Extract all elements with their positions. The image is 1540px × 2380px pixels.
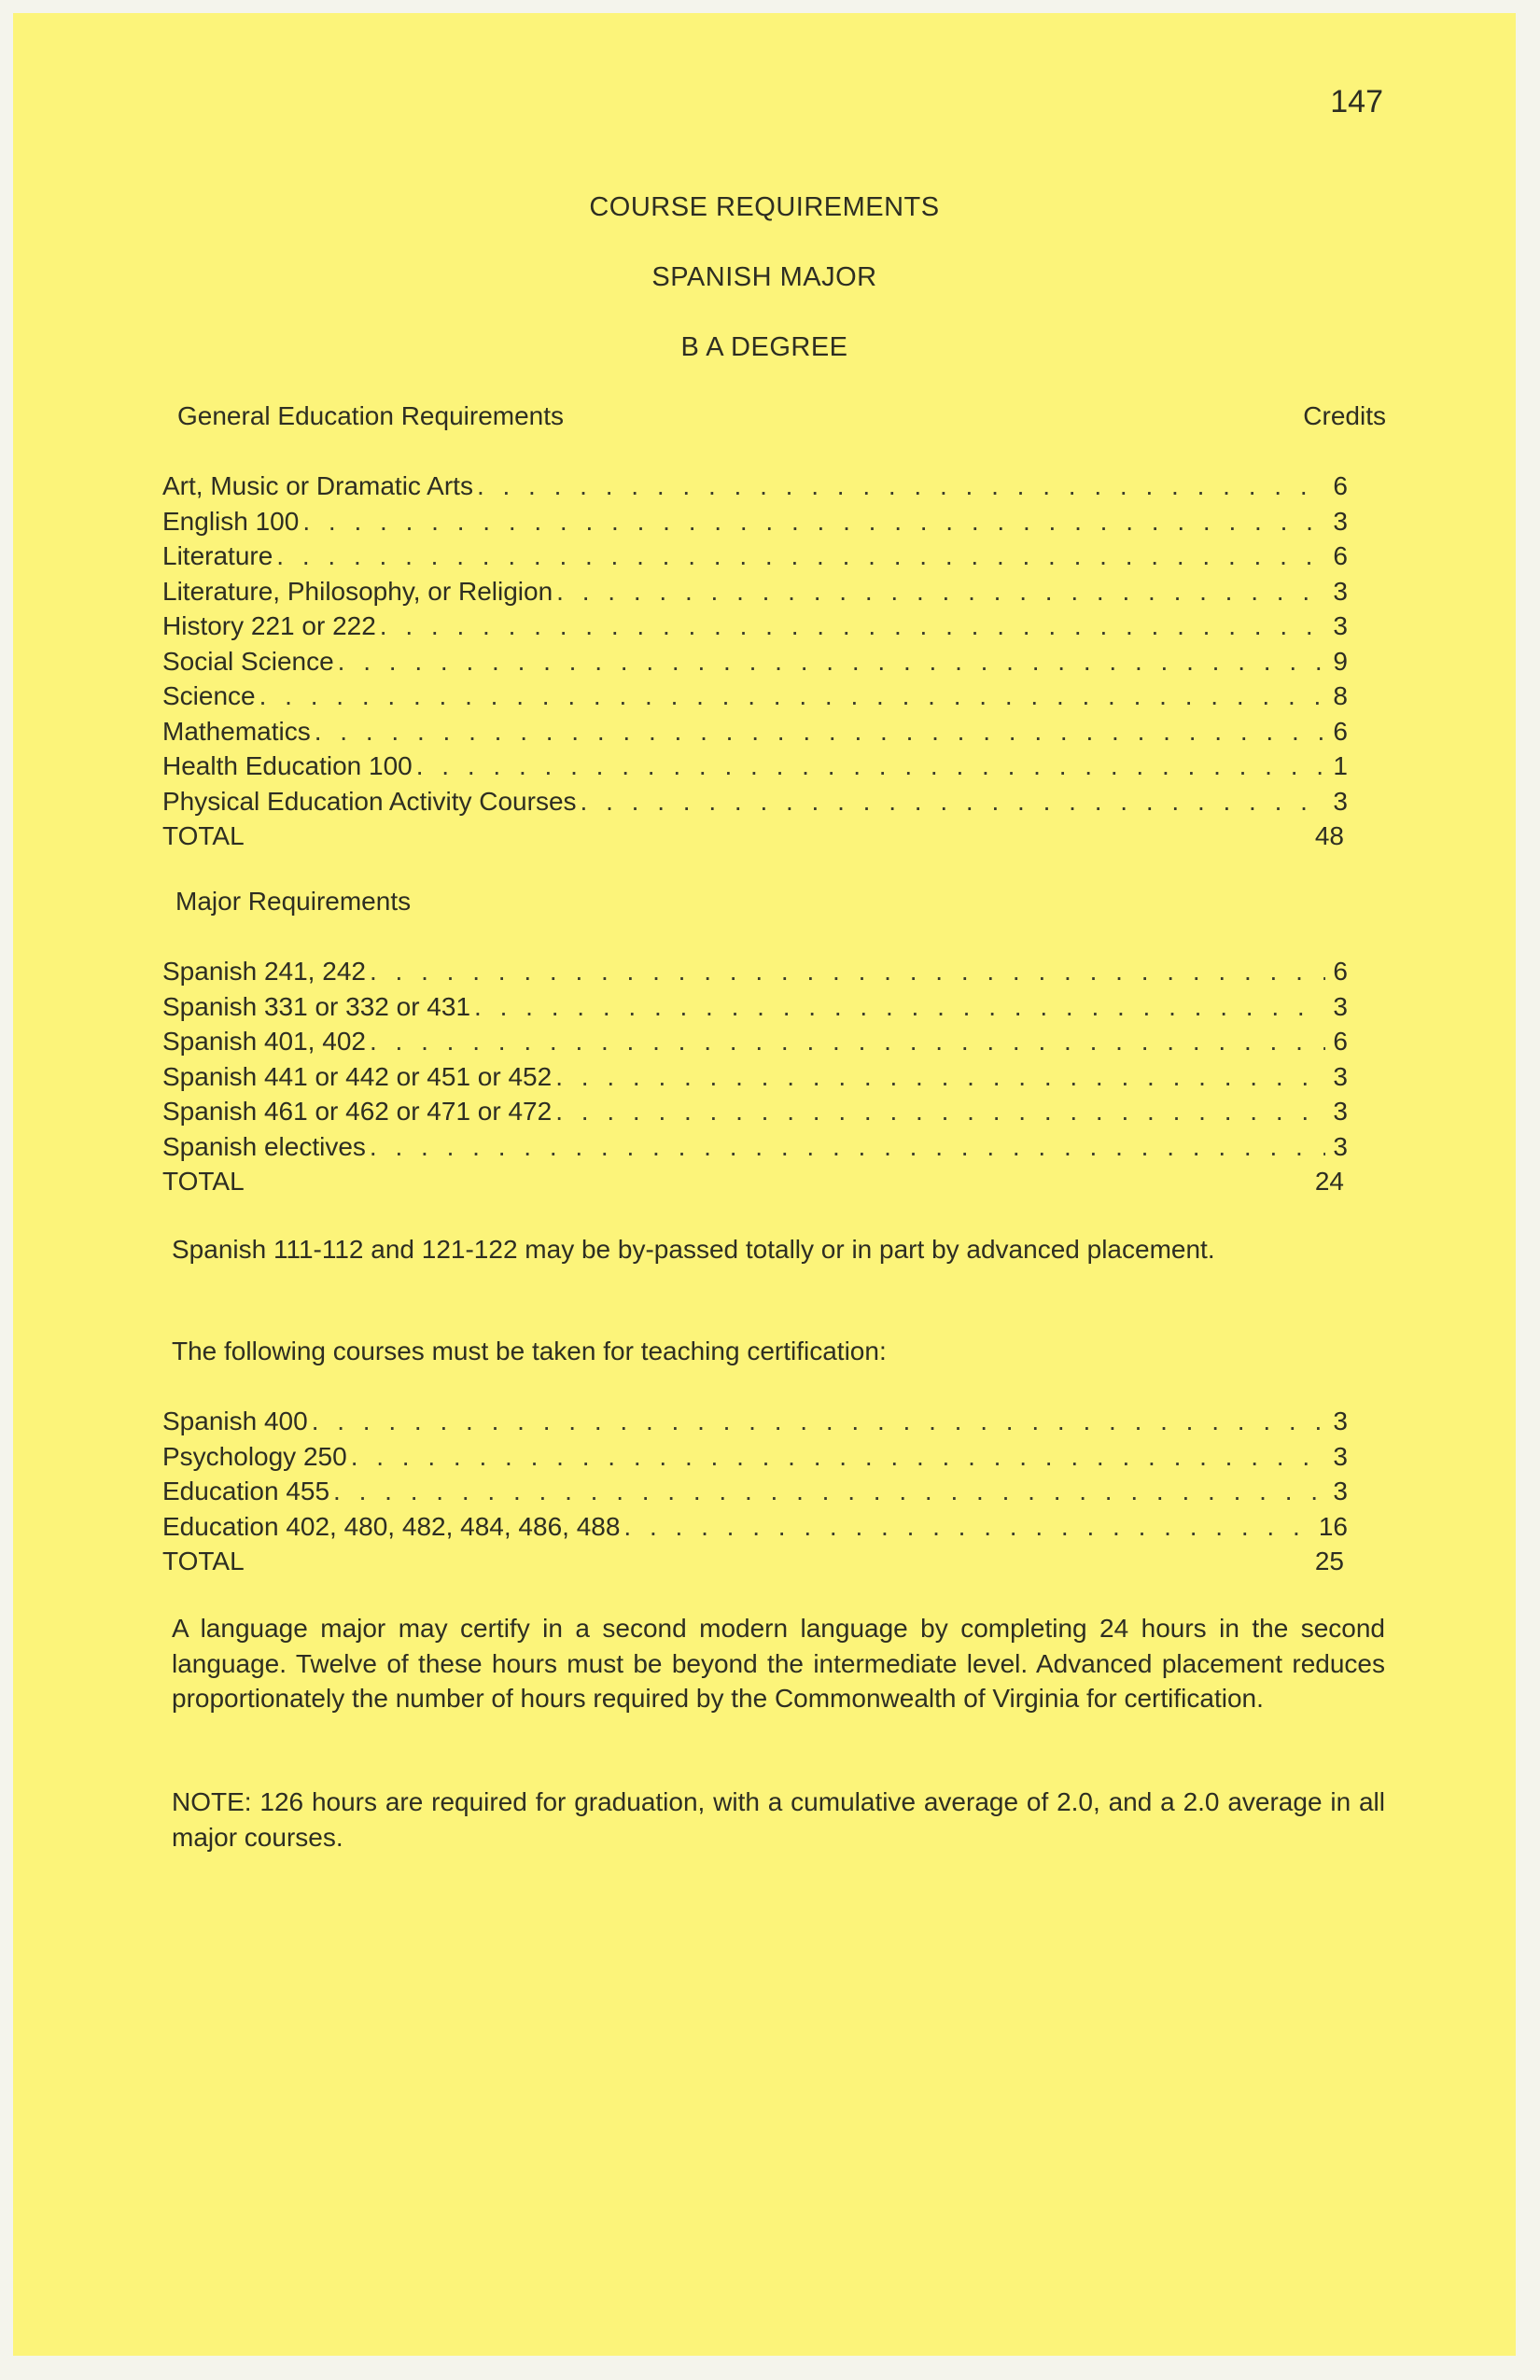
list-item: Art, Music or Dramatic Arts . . . 6 xyxy=(162,469,1348,504)
major-heading: Major Requirements xyxy=(175,887,412,916)
title-degree: B A DEGREE xyxy=(680,332,848,362)
list-item: Science . . . 8 xyxy=(162,679,1348,714)
title-spanish-major: SPANISH MAJOR xyxy=(651,262,877,292)
list-item: Spanish electives . . . 3 xyxy=(162,1129,1348,1165)
list-item: Mathematics . . . 6 xyxy=(162,714,1348,749)
list-item: Spanish 331 or 332 or 431 . . . 3 xyxy=(162,989,1348,1025)
second-language-paragraph: A language major may certify in a second modern language by completing 24 hours in the second language. Twelve of these hours must be beyond the intermediate level. Advanced placement reduces proportionately the number of hours required by the Commonwealth of Virginia for certification. xyxy=(172,1614,1385,1713)
list-item: Spanish 400 . . . 3 xyxy=(162,1404,1348,1439)
document-page xyxy=(13,13,1516,2356)
general-header xyxy=(162,401,1386,439)
list-item: Physical Education Activity Courses . . . 3 xyxy=(162,784,1348,819)
list-item: English 100 . . . 3 xyxy=(162,504,1348,539)
general-requirements-list xyxy=(162,469,1348,854)
list-item: Spanish 461 or 462 or 471 or 472 . . . 3 xyxy=(162,1094,1348,1129)
teaching-requirements-list xyxy=(162,1404,1348,1579)
general-total: TOTAL 48 xyxy=(162,821,1344,850)
list-item: Spanish 401, 402 . . . 6 xyxy=(162,1024,1348,1059)
credits-heading: Credits xyxy=(1303,401,1386,430)
list-item: Education 455 . . . 3 xyxy=(162,1474,1348,1509)
major-requirements-list xyxy=(162,954,1348,1199)
list-item: History 221 or 222 . . . 3 xyxy=(162,609,1348,644)
list-item: Education 402, 480, 482, 484, 486, 488 . . . 16 xyxy=(162,1509,1348,1545)
general-heading: General Education Requirements xyxy=(177,401,565,430)
list-item: Spanish 441 or 442 or 451 or 452 . . . 3 xyxy=(162,1059,1348,1095)
page-number: 147 xyxy=(1330,84,1383,119)
list-item: Literature, Philosophy, or Religion . . . 3 xyxy=(162,574,1348,609)
list-item: Social Science . . . 9 xyxy=(162,644,1348,679)
major-total: TOTAL 24 xyxy=(162,1167,1344,1196)
list-item: Literature . . . 6 xyxy=(162,539,1348,574)
list-item: Health Education 100 . . . 1 xyxy=(162,749,1348,784)
list-item: Psychology 250 . . . 3 xyxy=(162,1439,1348,1475)
teaching-heading: The following courses must be taken for teaching certification: xyxy=(172,1337,887,1365)
title-course-requirements: COURSE REQUIREMENTS xyxy=(589,192,940,222)
graduation-note: NOTE: 126 hours are required for graduation, with a cumulative average of 2.0, and a 2.0 average in all major courses. xyxy=(172,1787,1385,1852)
bypass-note: Spanish 111-112 and 121-122 may be by-passed totally or in part by advanced placement. xyxy=(172,1235,1215,1264)
list-item: Spanish 241, 242 . . . 6 xyxy=(162,954,1348,989)
teaching-total: TOTAL 25 xyxy=(162,1547,1344,1575)
